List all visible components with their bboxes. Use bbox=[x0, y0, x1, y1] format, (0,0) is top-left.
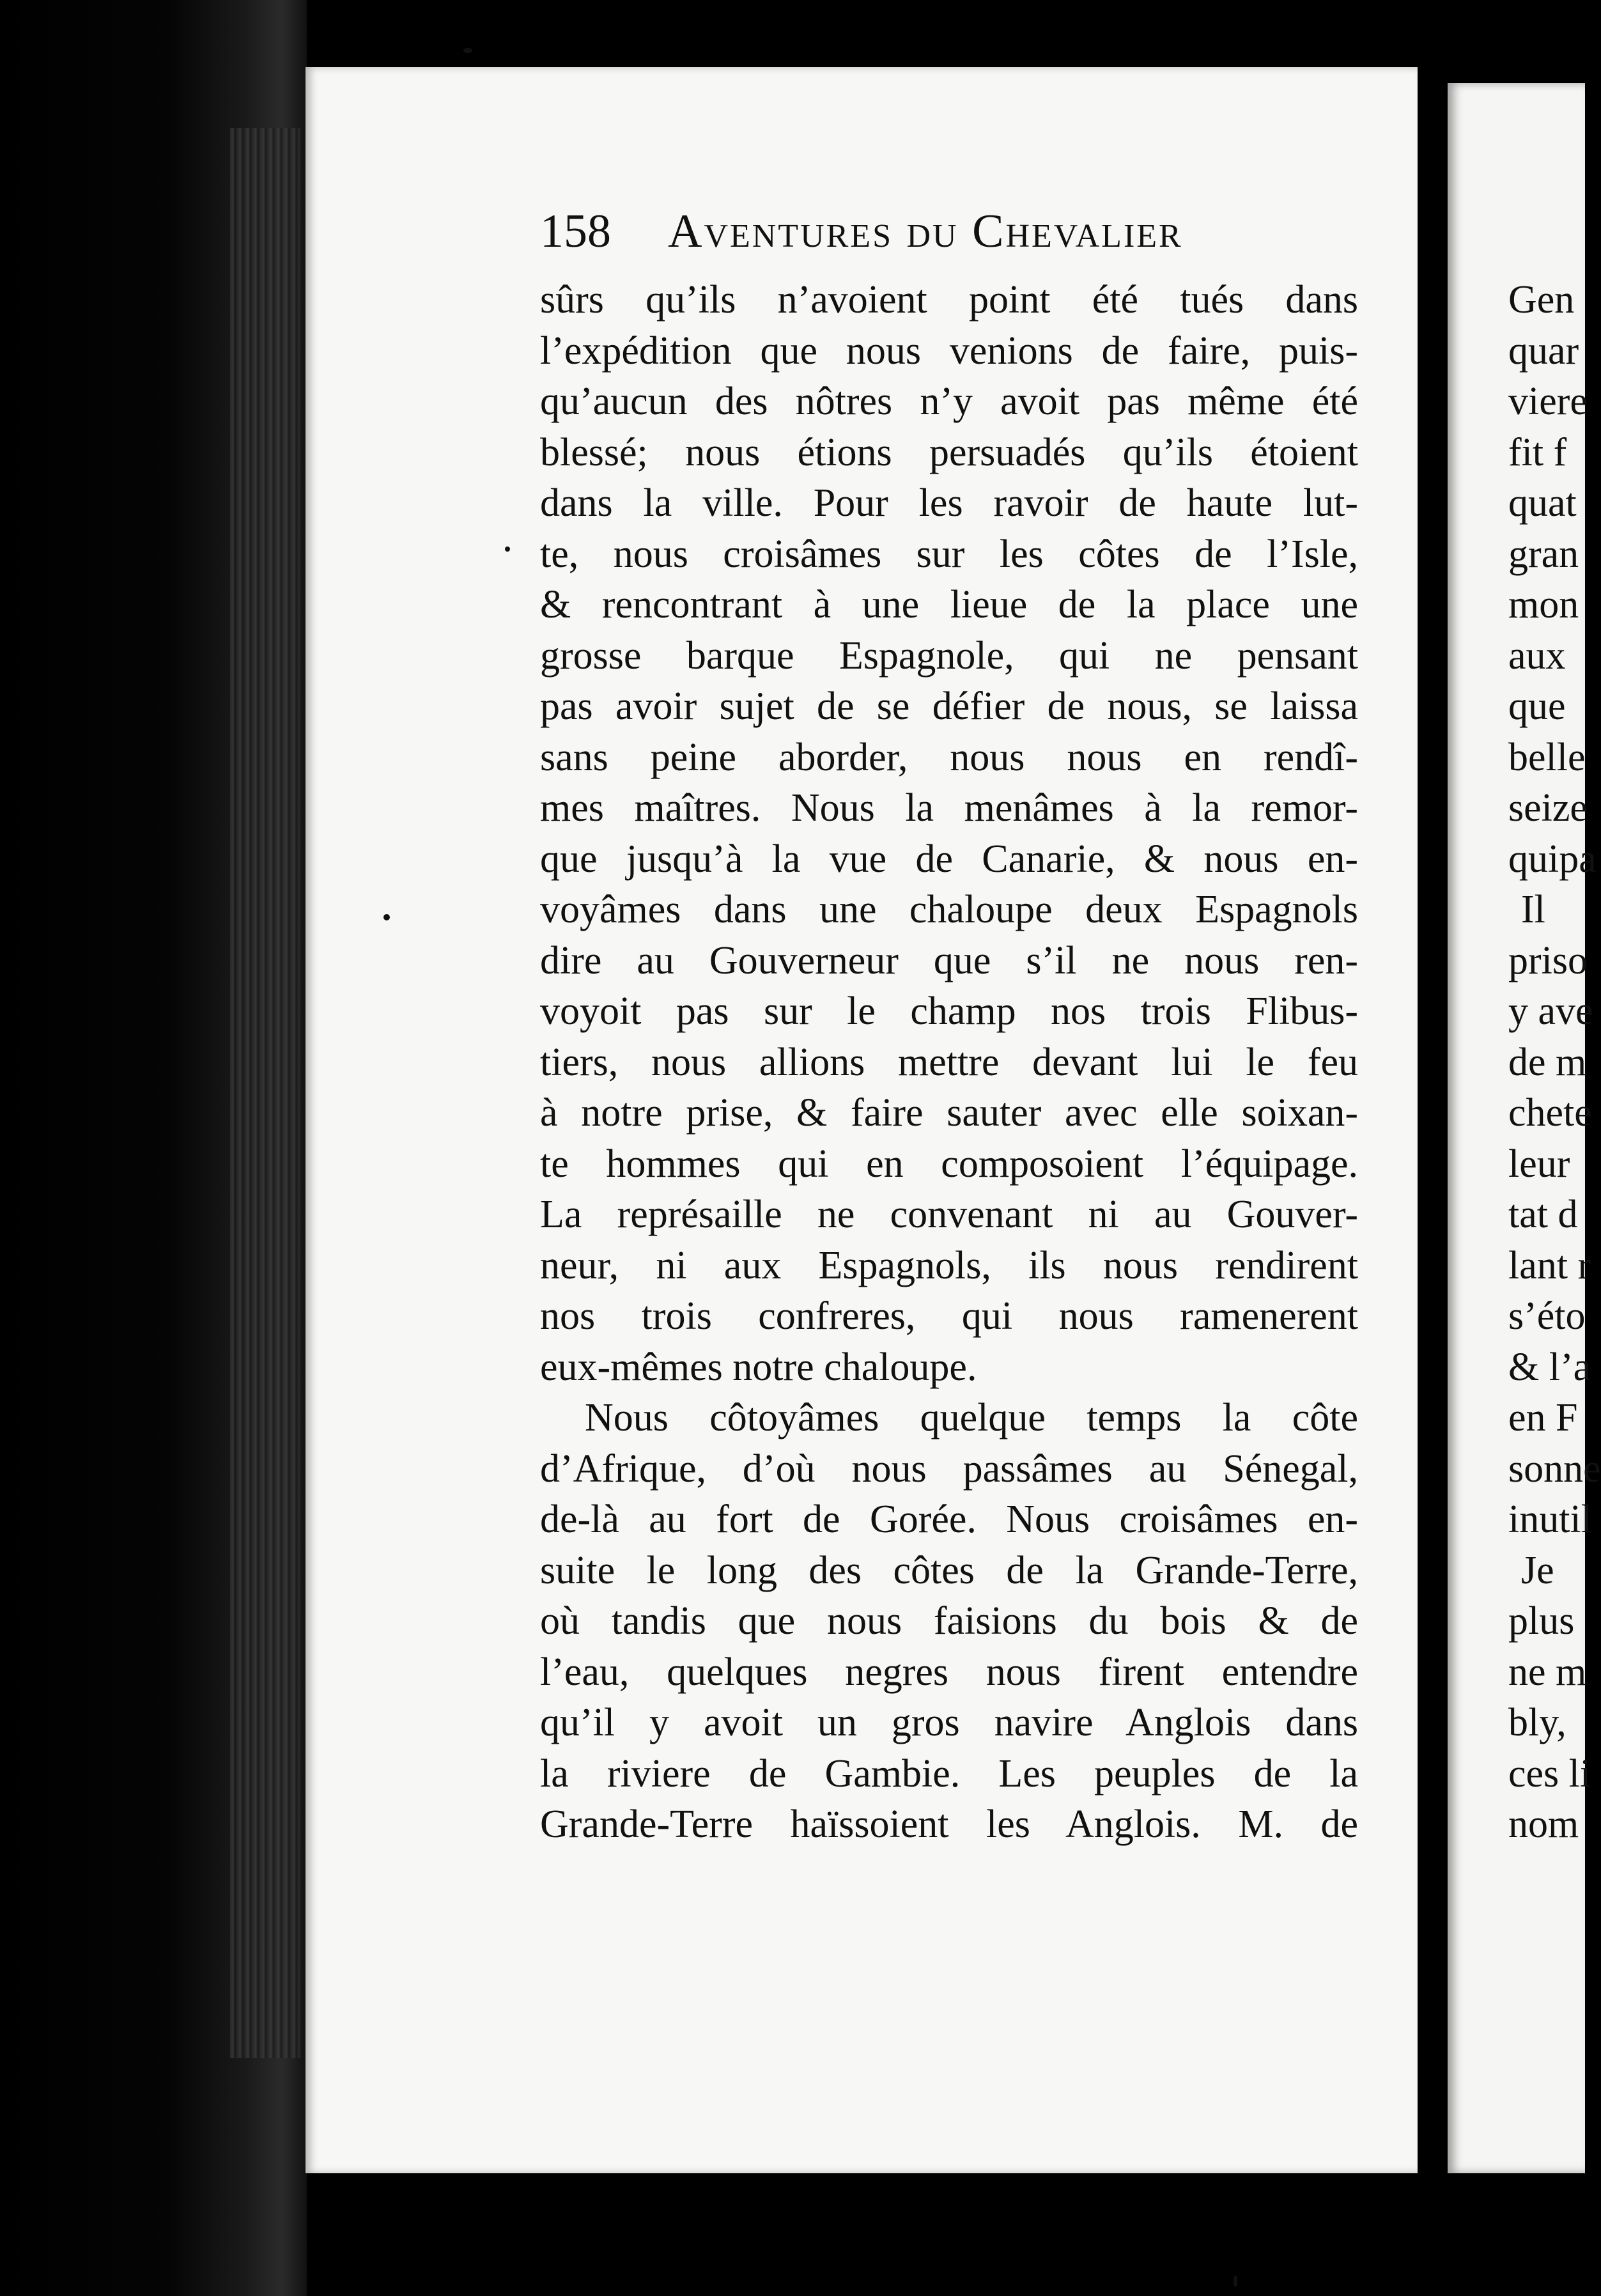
text-line: voyoit pas sur le champ nos trois Flibus- bbox=[540, 989, 1358, 1033]
text-fragment: s’éto bbox=[1508, 1294, 1586, 1338]
text-line: mes maîtres. Nous la menâmes à la remor- bbox=[540, 786, 1358, 830]
text-line: dans la ville. Pour les ravoir de haute lut- bbox=[540, 481, 1358, 525]
text-line: grosse barque Espagnole, qui ne pensant bbox=[540, 633, 1358, 678]
text-fragment: ces li bbox=[1508, 1751, 1591, 1796]
text-fragment: inutil bbox=[1508, 1498, 1592, 1541]
text-fragment: tat d bbox=[1508, 1193, 1578, 1236]
text-line: qu’aucun des nôtres n’y avoit pas même été bbox=[540, 380, 1358, 423]
text-fragment: viere bbox=[1508, 380, 1588, 423]
text-line: Grande-Terre haïssoient les Anglois. M. de bbox=[540, 1803, 1358, 1846]
text-line: dire au Gouverneur que s’il ne nous ren- bbox=[540, 938, 1358, 982]
text-line: pas avoir sujet de se défier de nous, se laissa bbox=[540, 685, 1358, 728]
text-line: l’expédition que nous venions de faire, puis- bbox=[540, 329, 1358, 373]
text-line: la riviere de Gambie. Les peuples de la bbox=[540, 1751, 1358, 1796]
text-line: l’eau, quelques negres nous firent entendre bbox=[540, 1650, 1358, 1694]
text-line: d’Afrique, d’où nous passâmes au Sénegal, bbox=[540, 1447, 1358, 1491]
text-line: te, nous croisâmes sur les côtes de l’Isle, bbox=[540, 532, 1358, 576]
text-fragment: & l’a bbox=[1508, 1345, 1591, 1389]
ink-speck bbox=[383, 914, 390, 920]
text-line: sans peine aborder, nous nous en rendî- bbox=[540, 735, 1358, 779]
text-line: sûrs qu’ils n’avoient point été tués dans bbox=[540, 278, 1358, 322]
running-title: Aventures du Chevalier bbox=[668, 205, 1183, 258]
text-fragment: Je bbox=[1521, 1548, 1554, 1592]
text-line: tiers, nous allions mettre devant lui le feu bbox=[540, 1040, 1358, 1084]
text-fragment: bly, bbox=[1508, 1701, 1566, 1744]
text-fragment: quar bbox=[1508, 329, 1579, 373]
running-head bbox=[540, 205, 1358, 259]
text-fragment: de m bbox=[1508, 1040, 1587, 1084]
text-line: de-là au fort de Gorée. Nous croisâmes en- bbox=[540, 1498, 1358, 1541]
text-fragment: chete bbox=[1508, 1091, 1592, 1135]
text-fragment: priso bbox=[1508, 938, 1588, 982]
text-line: neur, ni aux Espagnols, ils nous rendirent bbox=[540, 1243, 1358, 1287]
text-fragment: plus bbox=[1508, 1599, 1575, 1643]
text-fragment: sonne bbox=[1508, 1447, 1601, 1491]
text-line: La représaille ne convenant ni au Gouver- bbox=[540, 1193, 1358, 1236]
text-fragment: belle bbox=[1508, 735, 1586, 779]
text-line: nos trois confreres, qui nous ramenerent bbox=[540, 1294, 1358, 1338]
text-fragment: lant r bbox=[1508, 1243, 1591, 1287]
text-line: eux-mêmes notre chaloupe. bbox=[540, 1345, 977, 1389]
text-fragment: leur bbox=[1508, 1142, 1570, 1186]
text-fragment: Il bbox=[1521, 888, 1545, 931]
left-page-text bbox=[540, 275, 1358, 1850]
right-page-text-fragments bbox=[1508, 275, 1601, 1850]
text-line: à notre prise, & faire sauter avec elle soixan- bbox=[540, 1091, 1358, 1135]
text-line: qu’il y avoit un gros navire Anglois dans bbox=[540, 1701, 1358, 1744]
text-fragment: Gen bbox=[1508, 278, 1575, 322]
text-fragment: ne m bbox=[1508, 1650, 1587, 1694]
ink-speck bbox=[463, 48, 472, 53]
text-fragment: seize bbox=[1508, 786, 1588, 830]
text-line: voyâmes dans une chaloupe deux Espagnols bbox=[540, 888, 1358, 931]
ink-speck bbox=[1234, 2276, 1237, 2287]
text-fragment: quat bbox=[1508, 481, 1577, 525]
text-fragment: aux bbox=[1508, 633, 1566, 678]
text-fragment: en F bbox=[1508, 1396, 1578, 1439]
text-fragment: mon bbox=[1508, 583, 1579, 626]
page-number: 158 bbox=[540, 205, 611, 258]
text-line: que jusqu’à la vue de Canarie, & nous en- bbox=[540, 837, 1358, 881]
text-line: suite le long des côtes de la Grande-Terre, bbox=[540, 1548, 1358, 1592]
text-fragment: nom bbox=[1508, 1803, 1579, 1846]
page-edges bbox=[230, 128, 300, 2058]
text-fragment: que bbox=[1508, 685, 1566, 728]
text-fragment: quipa bbox=[1508, 837, 1597, 881]
text-line: Nous côtoyâmes quelque temps la côte bbox=[585, 1396, 1358, 1439]
text-line: blessé; nous étions persuadés qu’ils étoient bbox=[540, 430, 1358, 474]
text-fragment: fit f bbox=[1508, 430, 1567, 474]
text-line: où tandis que nous faisions du bois & de bbox=[540, 1599, 1358, 1643]
text-fragment: gran bbox=[1508, 532, 1579, 576]
ink-speck bbox=[505, 547, 510, 552]
text-fragment: y ave bbox=[1508, 989, 1593, 1033]
text-line: te hommes qui en composoient l’équipage. bbox=[540, 1142, 1358, 1186]
text-line: & rencontrant à une lieue de la place une bbox=[540, 583, 1358, 626]
